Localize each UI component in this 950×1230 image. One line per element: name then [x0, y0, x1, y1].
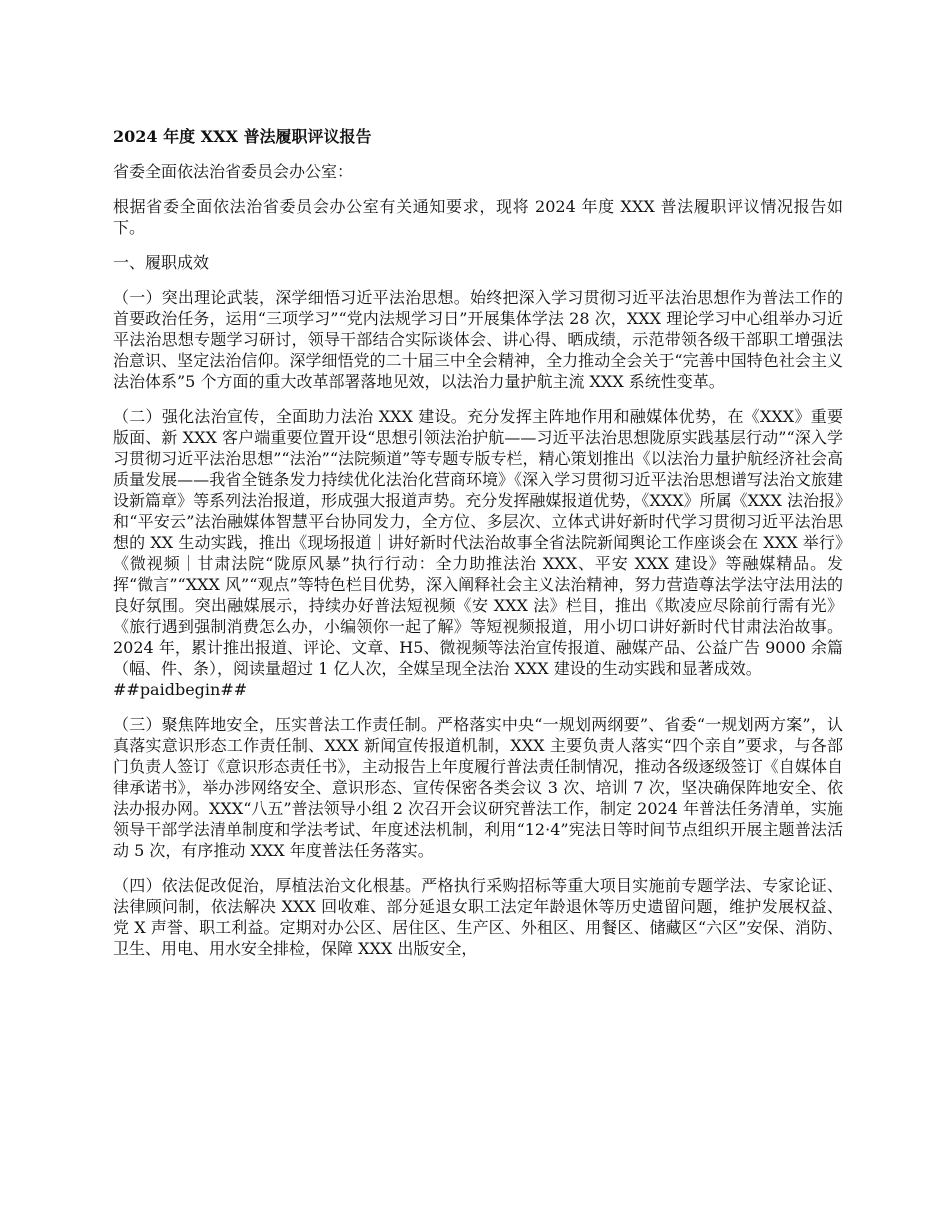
document-title: 2024 年度 XXX 普法履职评议报告: [113, 127, 372, 146]
document-page: [113, 126, 843, 973]
section-heading: 一、履职成效: [113, 253, 210, 272]
paragraph-theory: （一）突出理论武装，深学细悟习近平法治思想。始终把深入学习贯彻习近平法治思想作为普法工作的首要政治任务，运用“三项学习”“党内法规学习日”开展集体学法 28 次，XXX 理论学习中心组举办习近平法治思想专题学习研讨，领导干部结合实际谈体会、讲心得、晒成绩，示范带领各级干部职工增强法治意识、坚定法治信仰。深学细悟党的二十届三中全会精神，全力推动全会关于“完善中国特色社会主义法治体系”5 个方面的重大改革部署落地见效，以法治力量护航主流 XXX 系统性变革。: [113, 288, 843, 391]
salutation: 省委全面依法治省委员会办公室：: [113, 162, 354, 181]
paragraph-governance: （四）依法促改促治，厚植法治文化根基。严格执行采购招标等重大项目实施前专题学法、专家论证、法律顾问制，依法解决 XXX 回收难、部分延退女职工法定年龄退休等历史遗留问题，维护发展权益、党 X 声誉、职工利益。定期对办公区、居住区、生产区、外租区、用餐区、储藏区“六区”安保、消防、卫生、用电、用水安全排检，保障 XXX 出版安全，: [113, 876, 843, 958]
paragraph-safety: （三）聚焦阵地安全，压实普法工作责任制。严格落实中央“一规划两纲要”、省委“一规划两方案”，认真落实意识形态工作责任制、XXX 新闻宣传报道机制，XXX 主要负责人落实“四个亲自”要求，与各部门负责人签订《意识形态责任书》，主动报告上年度履行普法责任制情况，推动各级逐级签订《自媒体自律承诺书》，举办涉网络安全、意识形态、宣传保密各类会议 3 次、培训 7 次，坚决确保阵地安全、依法办报办网。XXX“八五”普法领导小组 2 次召开会议研究普法工作，制定 2024 年普法任务清单，实施领导干部学法清单制度和学法考试、年度述法机制，利用“12·4”宪法日等时间节点组织开展主题普法活动 5 次，有序推动 XXX 年度普法任务落实。: [113, 715, 843, 860]
paid-marker: ##paidbegin##: [113, 680, 248, 699]
intro-paragraph: 根据省委全面依法治省委员会办公室有关通知要求，现将 2024 年度 XXX 普法履职评议情况报告如下。: [113, 197, 843, 237]
paragraph-publicity: （二）强化法治宣传，全面助力法治 XXX 建设。充分发挥主阵地作用和融媒体优势，在《XXX》重要版面、新 XXX 客户端重要位置开设“思想引领法治护航——习近平法治思想陇原实践基层行动”“深入学习贯彻习近平法治思想”“法治”“法院频道”等专题专版专栏，精心策划推出《以法治力量护航经济社会高质量发展——我省全链条发力持续优化法治化营商环境》《深入学习贯彻习近平法治思想谱写法治文旅建设新篇章》等系列法治报道，形成强大报道声势。充分发挥融媒报道优势，《XXX》所属《XXX 法治报》和“平安云”法治融媒体智慧平台协同发力，全方位、多层次、立体式讲好新时代学习贯彻习近平法治思想的 XX 生动实践，推出《现场报道｜讲好新时代法治故事全省法院新闻舆论工作座谈会在 XXX 举行》《微视频｜甘肃法院“陇原风暴”执行行动：全力助推法治 XXX、平安 XXX 建设》等融媒精品。发挥“微言”“XXX 风”“观点”等特色栏目优势，深入阐释社会主义法治精神，努力营造尊法学法守法用法的良好氛围。突出融媒展示，持续办好普法短视频《安 XXX 法》栏目，推出《欺凌应尽除前行需有光》《旅行遇到强制消费怎么办，小编领你一起了解》等短视频报道，用小切口讲好新时代甘肃法治故事。2024 年，累计推出报道、评论、文章、H5、微视频等法治宣传报道、融媒产品、公益广告 9000 余篇（幅、件、条），阅读量超过 1 亿人次，全媒呈现全法治 XXX 建设的生动实践和显著成效。: [113, 407, 843, 678]
